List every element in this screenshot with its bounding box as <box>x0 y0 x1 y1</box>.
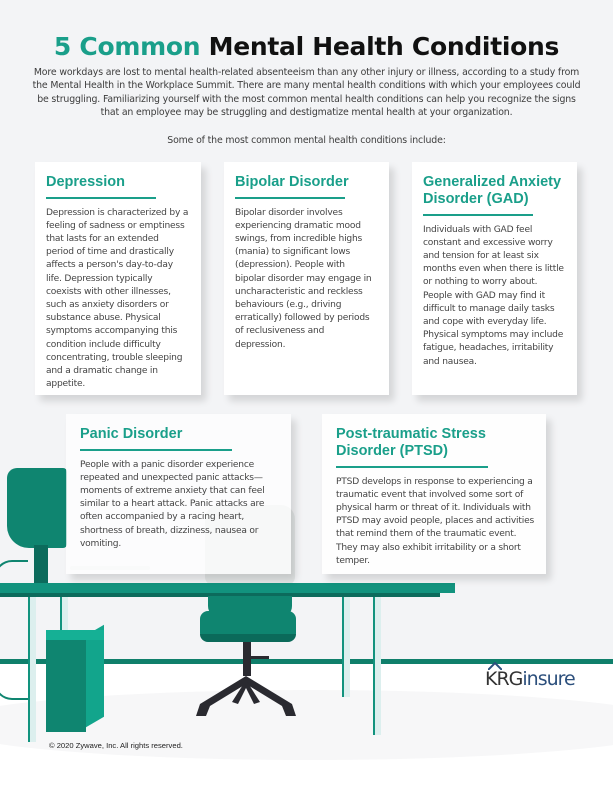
card-title: Bipolar Disorder <box>235 174 349 190</box>
title-underline <box>46 197 156 199</box>
chair-pole-illustration <box>243 642 251 676</box>
chair-base-illustration <box>190 674 302 718</box>
title-underline <box>80 449 232 451</box>
card-title: Depression <box>46 174 125 190</box>
card-title: Panic Disorder <box>80 426 183 442</box>
condition-card-bipolar <box>224 162 389 395</box>
title-accent: 5 Common <box>53 32 201 61</box>
title-underline <box>423 214 533 216</box>
logo-krg: KRG <box>485 668 523 690</box>
card-body: Depression is characterized by a feeling of sadness or emptiness that lasts for an extended period of time and drastically affects a person's day-to-day life. Depression typically coexists with other illnesses, such as anxiety disorders or substance abuse. Physical symptoms accompanying this condition include difficulty concentrating, trouble sleeping and a dramatic change in appetite. <box>46 207 189 390</box>
desk-leg-illustration <box>373 597 381 735</box>
monitor-illustration <box>7 468 67 548</box>
copyright-notice: © 2020 Zywave, Inc. All rights reserved. <box>49 741 183 750</box>
card-body: PTSD develops in response to experiencing a traumatic event that involved some sort of physical harm or threat of it. Individuals with PTSD may avoid people, places and activities that remind them of the traumatic event. They may also exhibit irritability or a short temper. <box>336 476 535 566</box>
chair-lever-illustration <box>251 656 269 659</box>
roof-caret-icon <box>488 662 502 670</box>
desk-top-illustration <box>0 583 455 593</box>
pc-tower-top-illustration <box>46 630 104 640</box>
intro-paragraph: More workdays are lost to mental health-related absenteeism than any other injury or illness, according to a study from the Mental Health in the Workplace Summit. There are many mental health conditions with which your employees could be struggling. Familiarizing yourself with the most common mental health conditions can help you recognize the signs that an employee may be struggling and destigmatize mental health at your organization. <box>32 67 581 119</box>
card-body: Bipolar disorder involves experiencing dramatic mood swings, from incredible highs (mania) to significant lows (depression). People with bipolar disorder may engage in uncharacteristic and reckless behaviours (e.g., driving erratically) followed by periods of reclusiveness and depression. <box>235 207 372 350</box>
pc-tower-illustration <box>46 640 86 732</box>
chair-seat-edge-illustration <box>200 634 296 642</box>
title-underline <box>336 466 488 468</box>
pc-tower-side-illustration <box>86 625 104 727</box>
desk-leg-illustration <box>342 597 350 697</box>
card-title: Generalized Anxiety Disorder (GAD) <box>423 174 562 207</box>
logo-insure: insure <box>522 668 575 690</box>
title-rest: Mental Health Conditions <box>200 32 560 61</box>
cable-illustration <box>0 560 28 700</box>
title-underline <box>235 197 345 199</box>
card-body: Individuals with GAD feel constant and excessive worry and tension for at least six months even when there is little or nothing to worry about. People with GAD may find it difficult to manage daily tasks and cope with everyday life. Physical symptoms may include fatigue, headaches, irritability and nausea. <box>423 224 564 367</box>
condition-card-panic <box>66 414 291 574</box>
lead-sentence: Some of the most common mental health conditions include: <box>167 135 446 146</box>
monitor-stand-illustration <box>34 545 48 583</box>
condition-card-depression <box>35 162 201 395</box>
card-title: Post-traumatic Stress Disorder (PTSD) <box>336 426 486 459</box>
condition-card-ptsd <box>322 414 546 574</box>
desk-leg-illustration <box>28 597 36 742</box>
card-body: People with a panic disorder experience repeated and unexpected panic attacks—moments of extreme anxiety that can feel similar to a heart attack. Panic attacks are often accompanied by a racing heart, shortness of breath, dizziness, nausea or vomiting. <box>80 459 265 549</box>
condition-card-gad <box>412 162 577 395</box>
krginsure-logo <box>485 668 575 690</box>
page-title <box>0 32 613 62</box>
